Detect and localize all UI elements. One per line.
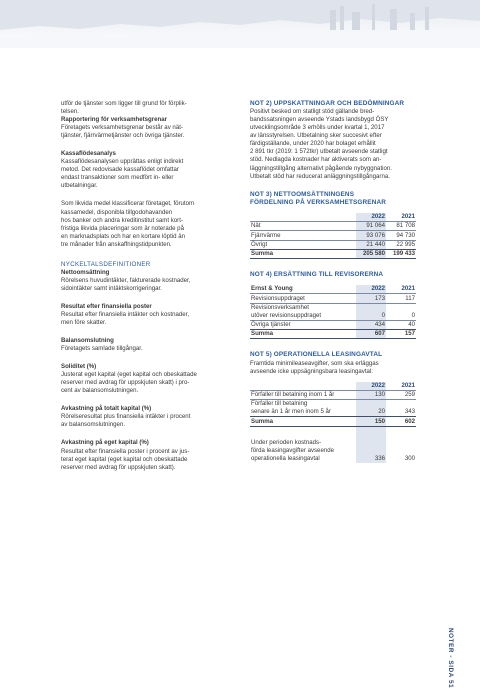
header-decoration [0,0,480,48]
table-cell: 22 995 [386,240,416,249]
table-cell [356,447,386,455]
table-sum-row [250,417,416,426]
table-cell: Revisionsverksamhet [250,303,356,312]
table-header-cell [250,382,356,391]
balansomslutning-heading: Balansomslutning [61,337,114,345]
table-cell [386,447,416,455]
table-header-cell: 2021 [401,213,415,221]
not5-text: Framtida minimileaseavgifter, som ska erläggas avseende icke uppsägningsbara leasingavtal: [250,359,379,375]
table-cell: 0 [356,312,386,321]
table-cell: Summa [250,330,356,339]
table-cell: 336 [356,455,386,463]
table-row [250,240,416,249]
table-header-cell: 2022 [356,382,386,391]
table-row [250,390,416,399]
table-header-cell: 2022 [356,285,386,294]
table-cell: Nät [250,222,356,231]
table-cell: Fjärrvärme [250,231,356,240]
table-cell: 157 [386,330,416,339]
not3-table [250,213,416,259]
table-cell: utöver revisionsuppdraget [251,311,322,319]
not4-title: NOT 4) ERSÄTTNING TILL REVISORERNA [250,270,384,278]
right-column [250,100,416,463]
avkastning-total-heading: Avkastning på totalt kapital (%) [61,405,152,413]
table-cell: 607 [356,330,386,339]
table-row [250,439,416,447]
rapportering-text: Företagets verksamhetsgrenar består av nät- tjänster, fjärrvärmetjänster och övriga tjänster. [61,124,185,140]
table-cell: Revisionsuppdraget [250,294,356,303]
avkastning-eget-text: Resultat efter finansiella poster i procent av jus- terat eget kapital (eget kapital och obeskattade reserver med avdrag för uppskjuten skatt). [61,447,190,471]
table-row [250,303,416,312]
nettoomsattning-text: Rörelsens huvudintäkter, fakturerade kostnader, sidointäkter samt intäktskorrigeringar. [61,276,191,292]
table-cell [356,303,386,312]
table-cell: 434 [356,320,386,329]
table-header-cell: Ernst & Young [251,285,293,293]
table-cell: 130 [356,390,386,399]
table-cell: 150 [356,417,386,426]
table-header-row [250,213,416,222]
table-sum-row [250,249,416,258]
table-header-cell: 2021 [401,381,415,389]
nettoomsattning-heading: Nettoomsättning [61,268,110,276]
table-row [250,222,416,231]
table-cell: 0 [411,311,415,319]
not3-title: NOT 3) NETTOOMSÄTTNINGENS FÖRDELNING PÅ VERKSAMHETSGRENAR [250,190,387,206]
kassaflode-heading: Kassaflödesanalys [61,150,116,158]
avkastning-eget-heading: Avkastning på eget kapital (%) [61,439,149,447]
not4-table [250,285,416,339]
table-cell: Övriga tjänster [250,320,356,329]
not5-table [250,382,416,464]
table-cell [386,439,416,447]
table-row [250,399,416,408]
table-cell: 117 [386,294,416,303]
table-cell: operationella leasingavtal [251,455,320,463]
nyckeltal-title: NYCKELTALSDEFINITIONER [61,260,151,268]
table-cell: Under perioden kostnads- [251,438,322,446]
balansomslutning-text: Företagets samlade tillgångar. [61,345,143,353]
table-row [250,447,416,455]
table-header-row [250,285,416,294]
table-cell: förda leasingavgifter avseende [251,446,334,454]
table-cell: Förfaller till betalning inom 1 år [250,390,356,399]
table-row [250,312,416,321]
left-column [61,100,225,472]
table-cell [386,399,416,408]
table-row [250,231,416,240]
not5-title: NOT 5) OPERATIONELLA LEASINGAVTAL [250,351,383,359]
table-header-cell: 2022 [356,213,386,222]
table-cell [356,399,386,408]
table-cell: Övrigt [250,240,356,249]
table-cell: 91 064 [356,222,386,231]
rapportering-heading: Rapportering för verksamhetsgrenar [61,116,167,124]
table-cell [386,303,416,312]
table-cell: 93 076 [356,231,386,240]
table-sum-row [250,330,416,339]
table-row [250,408,416,417]
table-cell: 20 [356,408,386,417]
table-cell: 199 433 [386,249,416,258]
table-cell: 300 [404,455,415,463]
resultat-text: Resultat efter finansiella intäkter och kostnader, men före skatter. [61,310,190,326]
resultat-heading: Resultat efter finansiella poster [61,302,152,310]
table-cell: 343 [404,408,415,416]
table-cell: 173 [356,294,386,303]
table-cell: 21 440 [356,240,386,249]
table-header-cell [250,213,356,222]
table-cell: 94 730 [386,231,416,240]
table-cell: 205 580 [356,249,386,258]
table-row [250,294,416,303]
table-row [250,320,416,329]
table-cell: Summa [250,249,356,258]
table-row [250,455,416,463]
table-header-cell: 2021 [401,285,415,293]
skyline-graphic [0,0,480,48]
likvida-medel-text: Som likvida medel klassificerar företaget, förutom kassamedel, disponibla tillgodohavanden hos banker och andra kreditinstitut samt kort- fristiga likvida placeringar som är noterade på en marknadsplats och har en kortare löptid än tre månader från anskaffningstidpunkten. [61,200,195,248]
intro-text: utför de tjänster som ligger till grund för förplik- telsen. [61,100,187,116]
table-spacer-row [250,426,416,439]
not2-title: NOT 2) UPPSKATTNINGAR OCH BEDÖMNINGAR [250,100,405,107]
table-cell [356,439,386,447]
table-cell: 602 [386,417,416,426]
soliditet-text: Justerat eget kapital (eget kapital och obeskattade reserver med avdrag för uppskjuten skatt) i pro- cent av balansomslutningen. [61,371,197,395]
table-cell: 259 [386,390,416,399]
soliditet-heading: Soliditet (%) [61,363,97,371]
not2-text: Positivt besked om statligt stöd gällande bred- bandssatsningen avseende Ystads landsbygd ÖSY utvecklingsområde 3 erhölls under kvartal 1, 2017 av länsstyrelsen. Utbetalning sker succesivt efter färdigställande, under 2020 har bolaget erhållit 2 891 tkr (2019: 1 572tkr) utbetalt avseende statligt stöd. Nedlagda kostnader har aktiverats som an- läggningstillgång alternativt pågående nybyggnation. Utbetalt stöd har reducerat anläggningstillgångarna. [250,108,392,180]
page-side-label: NOTER - SIDA 51 [447,628,454,688]
table-cell: Förfaller till betalning [250,399,356,408]
table-header-row [250,382,416,391]
table-cell: Summa [250,417,356,426]
kassaflode-text: Kassaflödesanalysen upprättas enligt indirekt metod. Det redovisade kassaflödet omfattar endast transaktioner som medfört in- eller utbetalningar. [61,158,184,190]
avkastning-total-text: Rörelseresultat plus finansiella intäkter i procent av balansomslutningen. [61,413,191,429]
table-cell: 40 [386,320,416,329]
table-cell: 81 708 [386,222,416,231]
table-cell: senare än 1 år men inom 5 år [251,408,331,416]
